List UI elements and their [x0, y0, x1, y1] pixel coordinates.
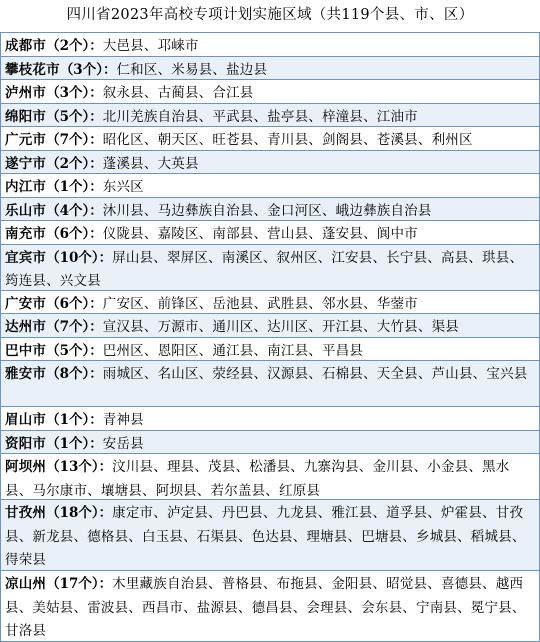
county-list: 沐川县、马边彝族自治县、金口河区、峨边彝族自治县 — [102, 202, 432, 219]
table-row — [1, 33, 539, 57]
city-name: 绵阳市 — [5, 108, 47, 125]
county-list: 北川羌族自治县、平武县、盐亭县、梓潼县、江油市 — [102, 108, 418, 125]
county-list: 宣汉县、万源市、通川区、达川区、开江县、大竹县、渠县 — [102, 319, 459, 335]
county-count: （2个）： — [46, 38, 103, 54]
county-count: （7个）： — [46, 319, 103, 335]
county-count: （5个）： — [46, 342, 103, 359]
city-name: 宜宾市 — [5, 249, 47, 266]
city-name: 凉山州 — [5, 576, 47, 592]
county-count: （13个）： — [46, 459, 113, 475]
county-list: 仁和区、米易县、盐边县 — [116, 61, 268, 78]
table-row — [1, 174, 539, 198]
county-count: （4个）： — [46, 202, 103, 219]
city-name: 内江市 — [5, 179, 47, 195]
table-row — [1, 127, 539, 151]
county-list: 木里藏族自治县、普格县、布拖县、金阳县、昭觉县、喜德县、越西县、美姑县、雷波县、西昌市、盐源县、德昌县、会理县、会东县、宁南县、冕宁县、甘洛县 — [5, 576, 526, 639]
county-list: 大邑县、邛崃市 — [102, 38, 199, 54]
county-list: 安岳县 — [102, 435, 144, 452]
county-count: （3个）： — [59, 61, 117, 78]
city-name: 乐山市 — [5, 202, 47, 219]
city-name: 南充市 — [5, 226, 47, 242]
county-count: （2个）： — [46, 155, 103, 172]
table-row — [1, 407, 539, 431]
county-count: （5个）： — [46, 108, 103, 125]
city-name: 广安市 — [5, 295, 47, 312]
county-count: （8个）： — [46, 366, 103, 382]
county-list: 广安区、前锋区、岳池县、武胜县、邻水县、华蓥市 — [102, 295, 418, 312]
city-name: 巴中市 — [5, 342, 47, 359]
city-name: 攀枝花市 — [5, 61, 60, 78]
table-row — [1, 500, 539, 571]
table-row — [1, 454, 539, 500]
table-row — [1, 571, 539, 642]
county-list: 康定市、泸定县、丹巴县、九龙县、雅江县、道孚县、炉霍县、甘孜县、新龙县、德格县、白玉县、石渠县、色达县、理塘县、巴塘县、乡城县、稻城县、得荣县 — [5, 505, 526, 568]
table-row — [1, 314, 539, 338]
county-list: 东兴区 — [102, 179, 144, 195]
county-list: 巴州区、恩阳区、通江县、南江县、平昌县 — [102, 342, 364, 359]
city-name: 成都市 — [5, 38, 47, 54]
table-row — [1, 221, 539, 245]
county-count: （1个）： — [46, 412, 103, 428]
city-name: 达州市 — [5, 319, 47, 335]
city-name: 资阳市 — [5, 435, 47, 452]
table-row — [1, 151, 539, 175]
city-name: 阿坝州 — [5, 459, 47, 475]
city-name: 甘孜州 — [5, 505, 47, 521]
county-count: （7个）： — [46, 132, 103, 148]
county-list: 汶川县、理县、茂县、松潘县、九寨沟县、金川县、小金县、黑水县、马尔康市、壤塘县、阿坝县、若尔盖县、红原县 — [5, 459, 510, 499]
county-list: 仪陇县、嘉陵区、南部县、营山县、蓬安县、阆中市 — [102, 226, 418, 242]
county-list: 叙永县、古蔺县、合江县 — [102, 85, 254, 101]
county-list: 青神县 — [102, 412, 144, 428]
region-table — [0, 32, 540, 642]
table-row — [1, 291, 539, 315]
county-list: 屏山县、翠屏区、南溪区、叙州区、江安县、长宁县、高县、珙县、筠连县、兴文县 — [5, 249, 524, 289]
table-row — [1, 57, 539, 81]
county-list: 雨城区、名山区、荥经县、汉源县、石棉县、天全县、芦山县、宝兴县 — [102, 366, 528, 382]
table-row — [1, 198, 539, 222]
county-count: （6个）： — [46, 226, 103, 242]
city-name: 泸州市 — [5, 85, 47, 101]
table-row — [1, 338, 539, 362]
county-count: （10个）： — [46, 249, 113, 266]
county-list: 昭化区、朝天区、旺苍县、青川县、剑阁县、苍溪县、利州区 — [102, 132, 473, 148]
page-title: 四川省2023年高校专项计划实施区域（共119个县、市、区） — [66, 7, 474, 23]
table-row — [1, 245, 539, 291]
county-count: （1个）： — [46, 179, 103, 195]
county-list: 蓬溪县、大英县 — [102, 155, 199, 172]
county-count: （1个）： — [46, 435, 103, 452]
county-count: （6个）： — [46, 295, 103, 312]
county-count: （18个）： — [46, 505, 113, 521]
city-name: 眉山市 — [5, 412, 47, 428]
county-count: （3个）： — [46, 85, 103, 101]
table-row — [1, 431, 539, 455]
table-row — [1, 361, 539, 407]
city-name: 雅安市 — [5, 366, 47, 382]
table-row — [1, 80, 539, 104]
city-name: 广元市 — [5, 132, 47, 148]
table-row — [1, 104, 539, 128]
county-count: （17个）： — [46, 576, 113, 592]
city-name: 遂宁市 — [5, 155, 47, 172]
